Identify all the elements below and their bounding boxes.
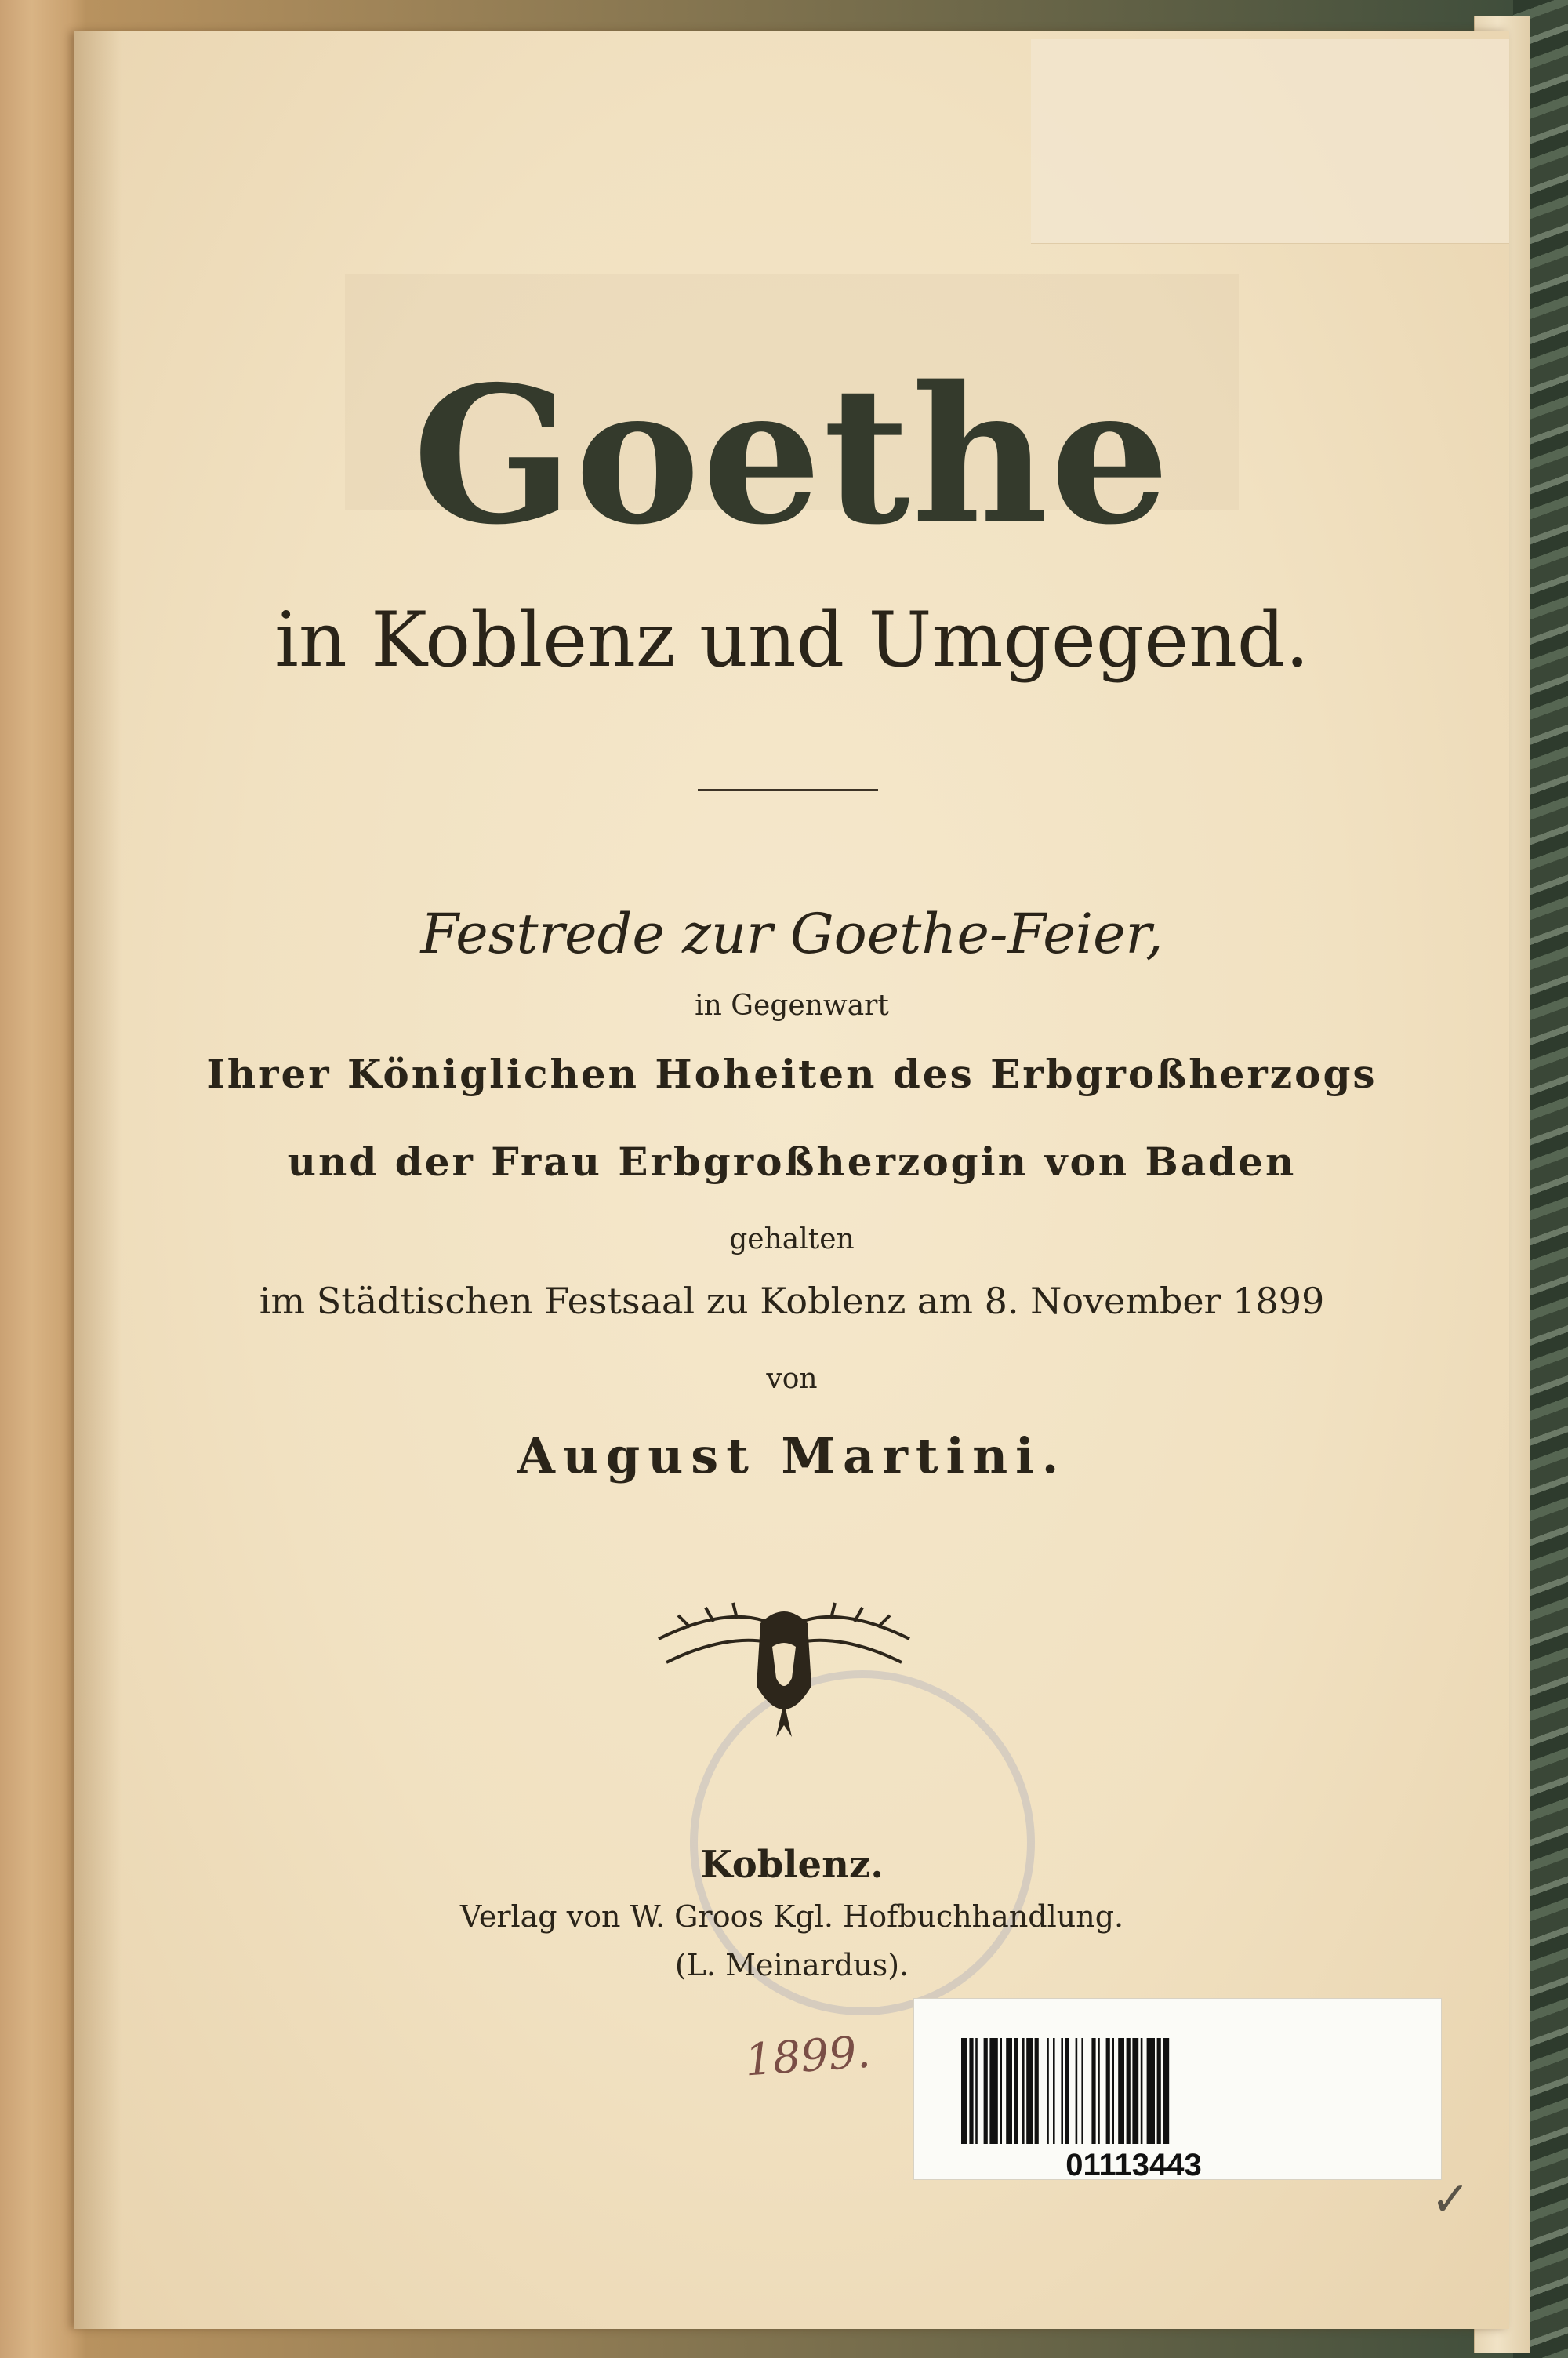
by-line: von xyxy=(766,1363,818,1395)
presence-intro: in Gegenwart xyxy=(695,990,889,1022)
barcode-number: 01113443 xyxy=(1065,2148,1202,2182)
author-name: August Martini. xyxy=(517,1427,1067,1484)
library-barcode-label xyxy=(913,1998,1442,2180)
publisher-owner: (L. Meinardus). xyxy=(674,1948,909,1982)
handwritten-year: 1899. xyxy=(742,2026,873,2087)
divider-rule xyxy=(698,789,878,791)
book-title: Goethe xyxy=(412,345,1171,566)
venue-date-line: im Städtischen Festsaal zu Koblenz am 8. November 1899 xyxy=(259,1280,1325,1322)
barcode-icon xyxy=(961,2038,1392,2144)
held-line: gehalten xyxy=(729,1223,855,1255)
occasion-line: Festrede zur Goethe-Feier, xyxy=(420,902,1163,966)
publisher-line: Verlag von W. Groos Kgl. Hofbuchhandlung. xyxy=(459,1899,1124,1934)
ornament-icon xyxy=(643,1600,925,1749)
royalty-line-1: Ihrer Königlichen Hoheiten des Erbgroßherzogs xyxy=(206,1051,1377,1097)
paper-slip xyxy=(1031,39,1509,244)
publisher-city: Koblenz. xyxy=(700,1843,884,1887)
book-subtitle: in Koblenz und Umgegend. xyxy=(274,596,1309,684)
royalty-line-2: und der Frau Erbgroßherzogin von Baden xyxy=(287,1139,1297,1185)
check-mark: ✓ xyxy=(1431,2172,1471,2227)
